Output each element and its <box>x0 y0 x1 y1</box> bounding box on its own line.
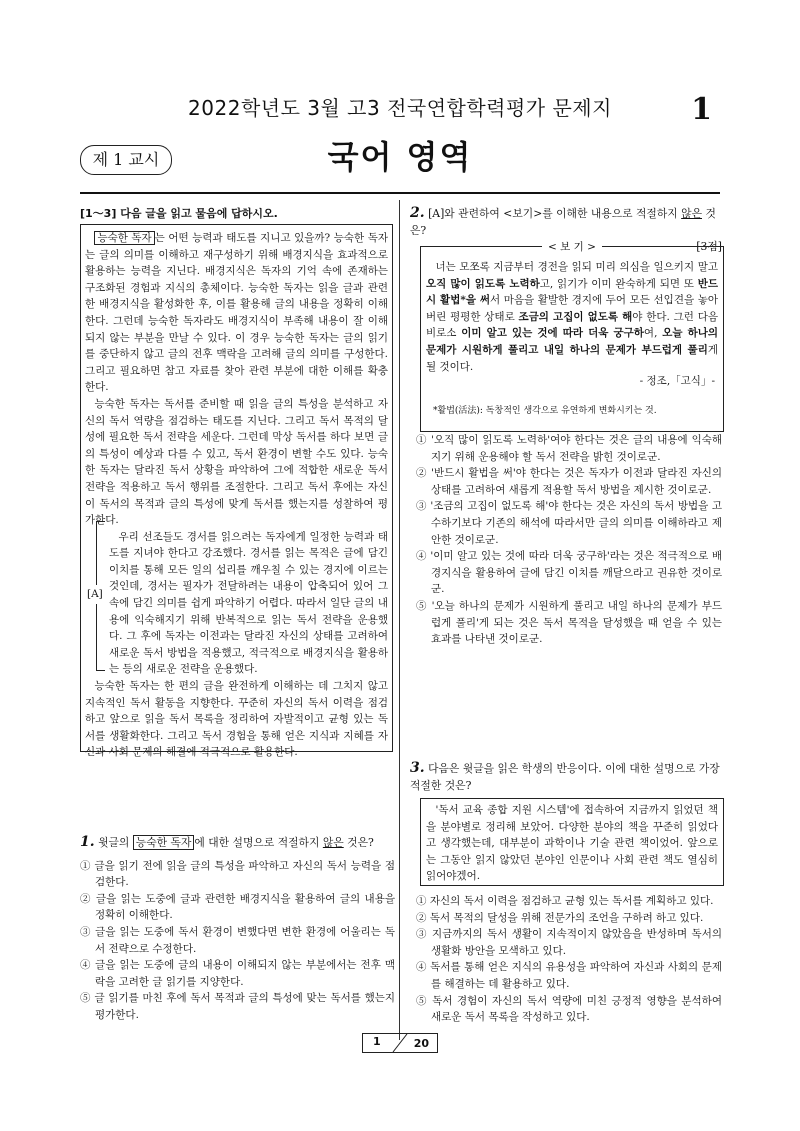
student-response-text: '독서 교육 종합 지원 시스템'에 접속하여 지금까지 읽었던 책을 분야별로 정리해 보았어. 다양한 분야의 책을 꾸준히 읽었다고 생각했는데, 대부분이 과학이나 기술 관련 책이었어. 앞으로는 그동안 읽지 않았던 분야인 인문이나 사회 관련 책도 열심히 읽어야겠어. <box>426 804 718 883</box>
boki-title: < 보 기 > <box>542 241 602 253</box>
boki-text <box>426 259 718 375</box>
boki-box <box>420 241 724 432</box>
question-3 <box>410 760 722 794</box>
passage-paragraph-2: 능숙한 독자는 독서를 준비할 때 읽을 글의 특성을 분석하고 자신의 독서 역량을 점검하는 태도를 지닌다. 그리고 독서 목적의 달성에 필요한 독서 전략을 세운다. 그런데 막상 독서를 하다 보면 글의 특성이 예상과 다를 수 있고, 독서 환경이 변할 수도 있다. 능숙한 독자는 달라진 독서 상황을 파악하여 그에 적합한 새로운 독서 전략을 적용하고 독서 행위를 조절한다. 그리고 독서 후에는 자신이 독서의 목적과 글의 특성에 맞게 독서를 했는지를 성찰하여 평가한다. <box>85 397 388 527</box>
question-1 <box>80 834 395 1024</box>
boki-text-4: 야 한다. 그런 다음 비로소 <box>426 310 718 340</box>
boki-text-2: 고, 읽기가 이미 완숙하게 되면 또 <box>539 277 698 290</box>
question-2-points: [3점] <box>696 240 722 254</box>
q2-choice-2[interactable]: ② '반드시 활법을 써'야 한다는 것은 독자가 이전과 달라진 자신의 상태를 고려하여 새롭게 적용할 독서 방법을 제시한 것이로군. <box>416 467 722 496</box>
question-2-number: 2. <box>410 205 425 221</box>
page-current: 1 <box>373 1035 381 1048</box>
boki-bold-1: 오직 많이 읽도록 노력하 <box>426 277 540 290</box>
question-3-stem: 다음은 윗글을 읽은 학생의 반응이다. 이에 대한 설명으로 가장 적절한 것은? <box>410 762 720 792</box>
target-term-box: 능숙한 독자 <box>94 231 154 245</box>
period-badge: 제 1 교시 <box>80 145 172 175</box>
q1-choice-4[interactable]: ④ 글을 읽는 도중에 글의 내용이 이해되지 않는 부분에서는 전후 맥락을 고려한 글 읽기를 지양한다. <box>80 959 395 988</box>
q2-choice-5[interactable]: ⑤ '오늘 하나의 문제가 시원하게 풀리고 내일 하나의 문제가 부드럽게 풀리'게 되는 것은 독서 목적을 달성했을 때 얻을 수 있는 효과를 나타낸 것이로군. <box>416 599 722 646</box>
q1-choice-2[interactable]: ② 글을 읽는 도중에 글과 관련한 배경지식을 활용하여 글의 내용을 정확히 이해한다. <box>80 892 395 922</box>
question-2-stem-end: 것은? <box>410 207 716 237</box>
question-1-choices <box>80 858 395 1024</box>
q3-choice-4[interactable]: ④ 독서를 통해 얻은 지식의 유용성을 파악하여 자신과 사회의 문제를 해결하는 데 활용하고 있다. <box>416 961 722 990</box>
question-3-number: 3. <box>410 760 425 776</box>
bracket-a-label: [A] <box>87 585 103 604</box>
question-1-term-box: 능숙한 독자 <box>133 835 195 850</box>
q2-choice-4[interactable]: ④ '이미 알고 있는 것에 따라 더욱 궁구하'라는 것은 적극적으로 배경지식을 활용하여 글에 담긴 이치를 깨달으라고 권유한 것이로군. <box>416 550 722 596</box>
question-1-stem-end: 것은? <box>347 836 374 849</box>
question-3-choices <box>416 893 722 1026</box>
boki-text-1: 너는 모쪼록 지금부터 경전을 읽되 미리 의심을 일으키지 말고 <box>435 261 718 273</box>
boki-bold-5: 오늘 하나의 문제가 시원하게 풀리고 내일 하나의 문제가 부드럽게 풀리 <box>426 327 718 356</box>
question-1-negation: 않은 <box>322 836 344 849</box>
boki-footnote: *활법(活法): 독창적인 생각으로 유연하게 변화시키는 것. <box>433 406 657 416</box>
boki-text-3: 서 마음을 활발한 경지에 두어 모든 선입견을 놓아 버린 평평한 상태로 <box>426 294 718 323</box>
page-number: 1 <box>691 92 712 127</box>
boki-bold-4: 이미 알고 있는 것에 따라 더욱 궁구하 <box>461 327 644 340</box>
boki-text-5: 여, <box>643 327 663 340</box>
question-2-negation: 않은 <box>681 207 702 220</box>
q3-choice-3[interactable]: ③ 지금까지의 독서 생활이 지속적이지 않았음을 반성하며 독서의 생활화 방안을 모색하고 있다. <box>416 928 722 957</box>
q3-choice-1[interactable]: ① 자신의 독서 이력을 점검하고 균형 있는 독서를 계획하고 있다. <box>416 895 714 907</box>
question-1-stem-post: 에 대한 설명으로 적절하지 <box>194 836 320 849</box>
set-instruction: [1～3] 다음 글을 읽고 물음에 답하시오. <box>80 207 278 220</box>
q3-choice-2[interactable]: ② 독서 목적의 달성을 위해 전문가의 조언을 구하려 하고 있다. <box>416 911 704 924</box>
exam-title: 2022학년도 3월 고3 전국연합학력평가 문제지 <box>188 96 612 120</box>
q2-choice-1[interactable]: ① '오직 많이 읽도록 노력하'여야 한다는 것은 글의 내용에 익숙해지기 위해 운용해야 할 독서 전략을 밝힌 것이로군. <box>416 434 722 463</box>
q1-choice-5[interactable]: ⑤ 글 읽기를 마친 후에 독서 목적과 글의 특성에 맞는 독서를 했는지 평가한다. <box>80 992 395 1021</box>
boki-bold-3: 조금의 고집이 없도록 해 <box>518 310 633 323</box>
passage-paragraph-3-bracket-a: 우리 선조들도 경서를 읽으려는 독자에게 일정한 능력과 태도를 지녀야 한다고 강조했다. 경서를 읽는 목적은 글에 담긴 이치를 통해 모든 일의 섭리를 깨우칠 수 있는 경지에 이르는 것인데, 경서는 필자가 전달하려는 내용이 압축되어 있어 그 속에 담긴 의미를 쉽게 파악하기 어렵다. 따라서 일단 글의 내용에 익숙해지기 위해 반복적으로 읽는 독서 전략을 운용했다. 그 후에 독자는 이전과는 달라진 자신의 상태를 고려하여 새로운 독서 방법을 적용했고, 적극적으로 배경지식을 활용하는 등의 새로운 전략을 운용했다. <box>109 530 388 676</box>
boki-bold-2: 반드시 활법*을 써 <box>426 277 718 307</box>
subject-title: 국어 영역 <box>327 138 473 176</box>
page-indicator <box>362 1033 438 1053</box>
passage-p1-text: 는 어떤 능력과 태도를 지니고 있을까? 능숙한 독자는 글의 의미를 이해하고 재구성하기 위해 배경지식을 효과적으로 활용하는 능력을 지닌다. 배경지식은 독자의 기억 속에 존재하는 구조화된 경험과 지식의 총체이다. 능숙한 독자는 읽을 글과 관련한 배경지식을 활성화한 후, 이를 활용해 글의 내용을 정확히 이해한다. 그런데 능숙한 독자라도 배경지식이 부족해 내용이 잘 이해되지 않는 부분을 만날 수 있다. 이 경우 능숙한 독자는 글의 읽기를 중단하지 않고 글의 전후 맥락을 고려해 글의 의미를 구성한다. 그리고 필요하면 참고 자료를 찾아 관련 부분에 대한 이해를 확충한다. <box>85 232 388 394</box>
column-divider <box>399 200 400 1040</box>
student-response-box <box>420 798 724 886</box>
question-1-stem-pre: 윗글의 <box>98 836 130 849</box>
boki-source: - 정조,「고식」- <box>639 375 715 387</box>
q1-choice-1[interactable]: ① 글을 읽기 전에 읽을 글의 특성을 파악하고 자신의 독서 능력을 점검한다. <box>80 859 395 889</box>
page-total: 20 <box>413 1037 429 1050</box>
passage-paragraph-1 <box>85 230 388 396</box>
q3-choice-5[interactable]: ⑤ 독서 경험이 자신의 독서 역량에 미친 긍정적 영향을 분석하여 새로운 독서 목록을 작성하고 있다. <box>416 994 722 1024</box>
header-rule <box>80 192 720 194</box>
reading-passage <box>80 224 393 759</box>
q2-choice-3[interactable]: ③ '조금의 고집이 없도록 해'야 한다는 것은 자신의 독서 방법을 고수하기보다 기존의 해석에 따라서만 글의 의미를 이해하라고 제안한 것이로군. <box>416 500 722 546</box>
q1-choice-3[interactable]: ③ 글을 읽는 도중에 독서 환경이 변했다면 변한 환경에 어울리는 독서 전략으로 수정한다. <box>80 925 395 955</box>
passage-paragraph-4: 능숙한 독자는 한 편의 글을 완전하게 이해하는 데 그치지 않고 지속적인 독서 활동을 지향한다. 꾸준히 자신의 독서 이력을 점검하고 앞으로 읽을 독서 목록을 정리하여 자발적이고 균형 있는 독서를 생활화한다. 그리고 독서 경험을 통해 얻은 지식과 지혜를 자신과 사회 문제의 해결에 적극적으로 활용한다. <box>85 680 388 759</box>
question-2-stem-pre: [A]와 관련하여 <보기>를 이해한 내용으로 적절하지 <box>428 207 678 220</box>
question-2-choices <box>416 432 722 648</box>
question-1-number: 1. <box>80 834 95 850</box>
boki-text-6: 게 될 것이다. <box>426 343 718 373</box>
